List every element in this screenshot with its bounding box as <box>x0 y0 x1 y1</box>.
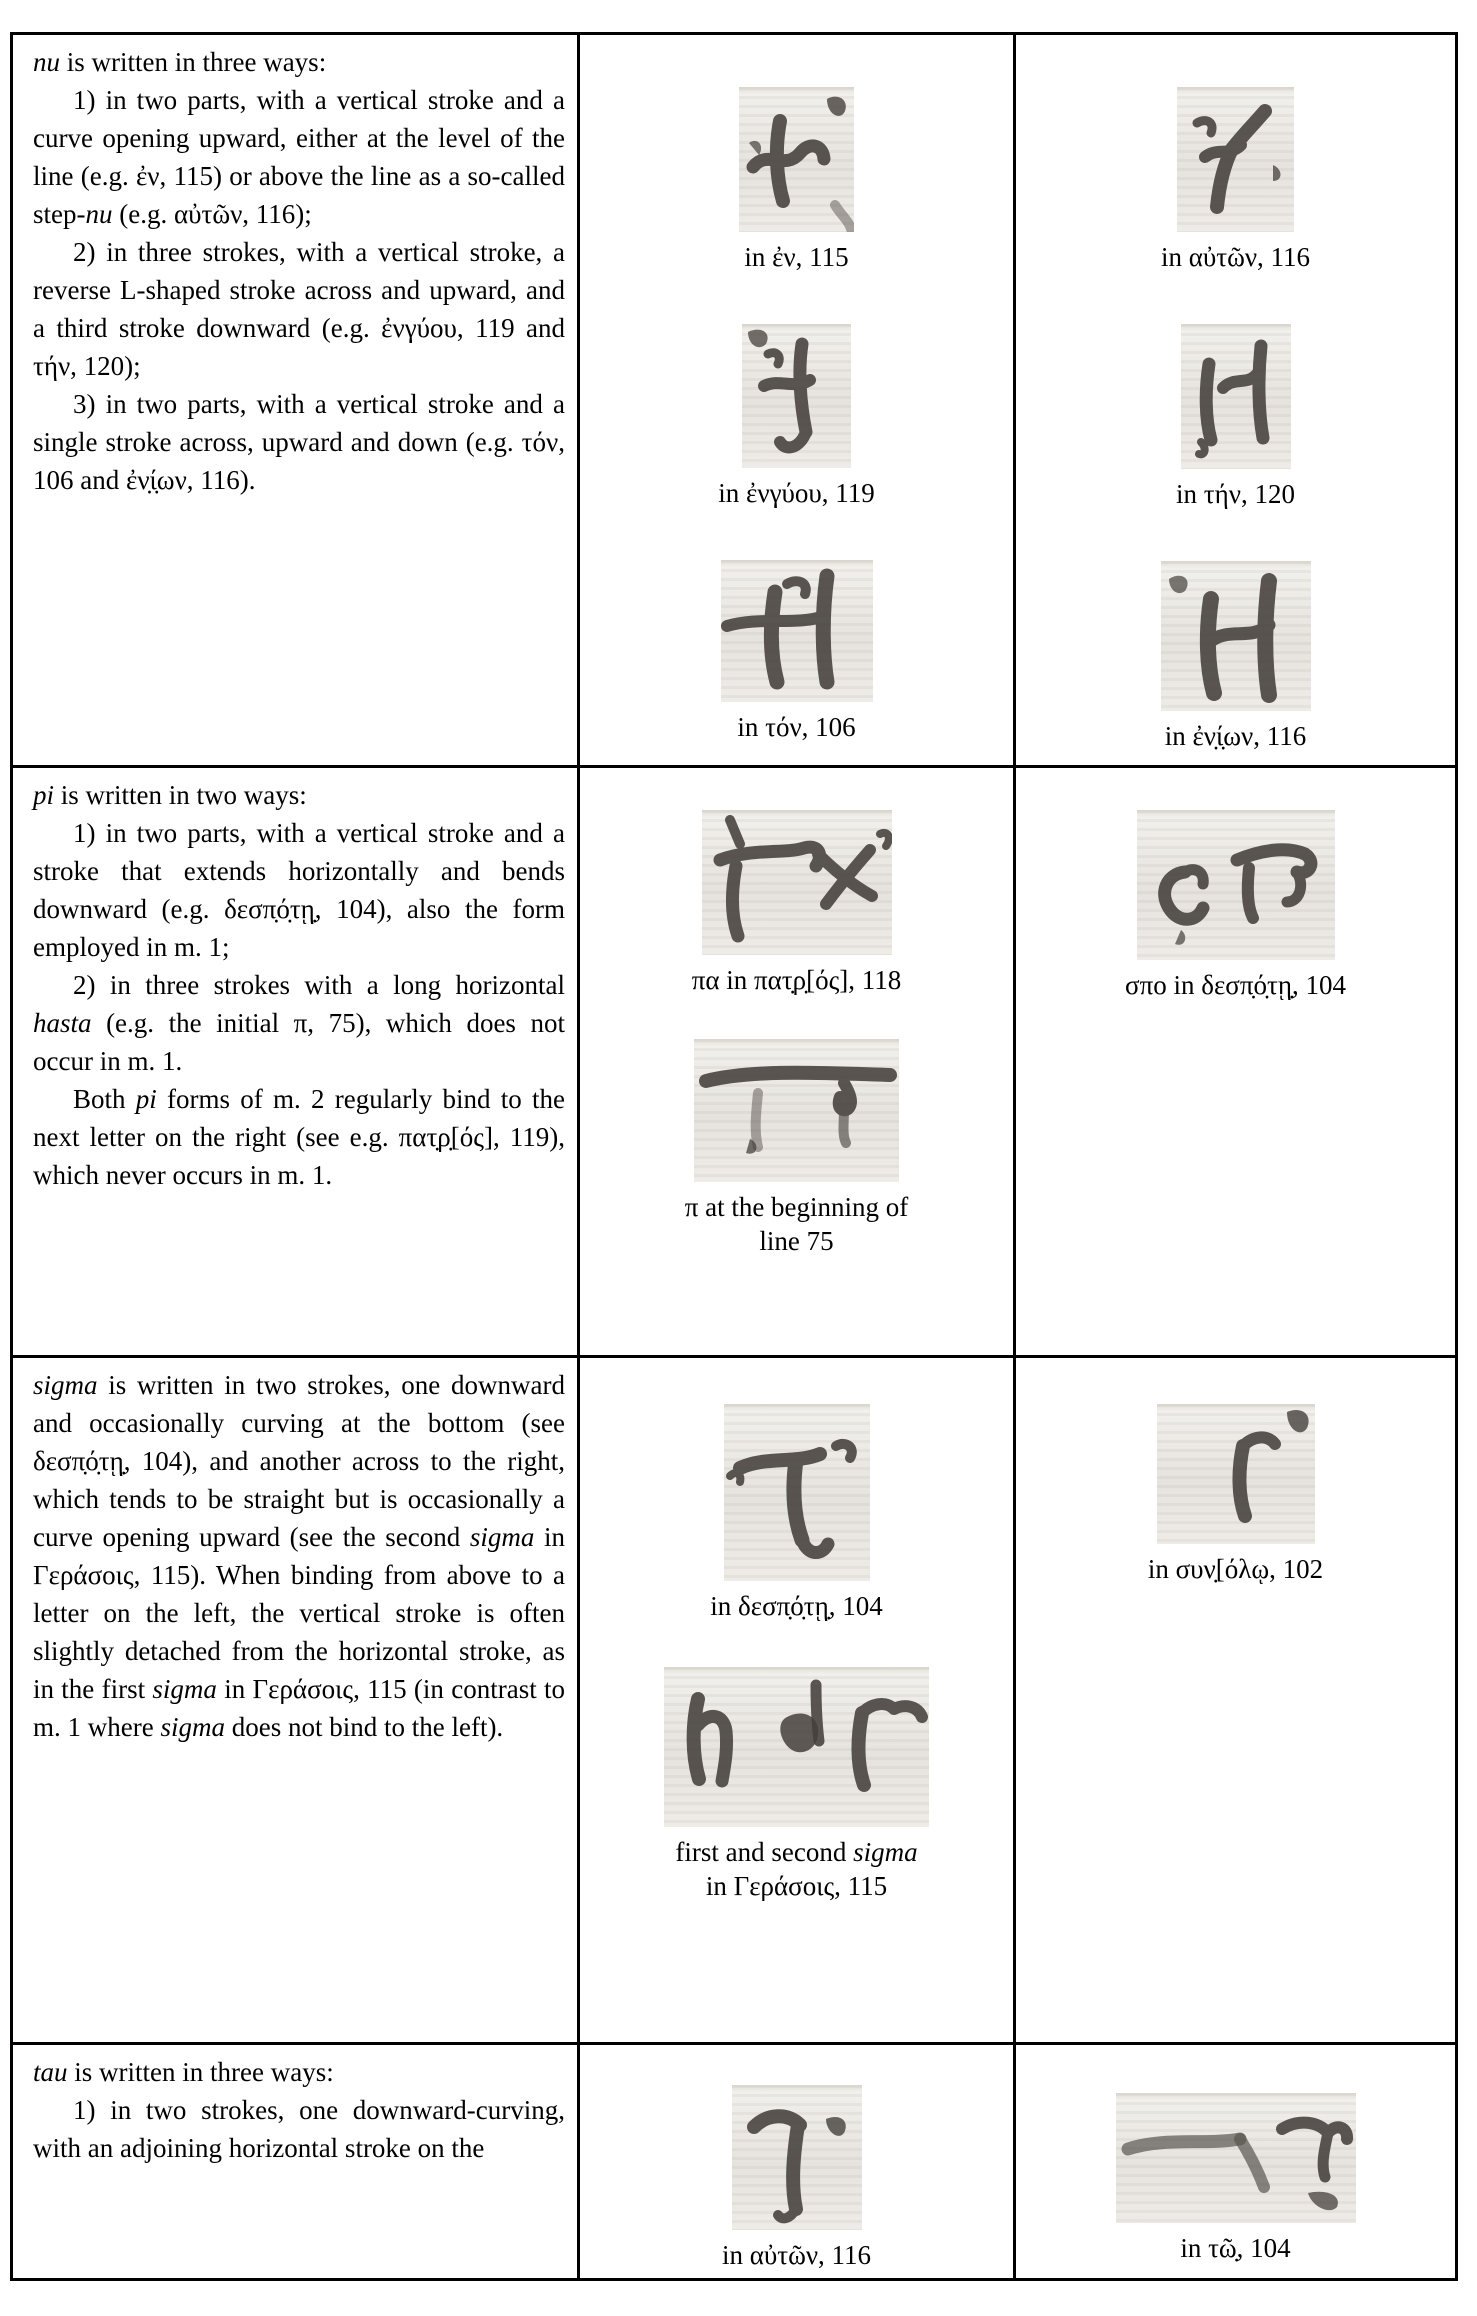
figures-cell-pi-right <box>1015 767 1457 1357</box>
figure <box>1161 561 1311 753</box>
paragraph: 1) in two parts, with a vertical stroke and a curve opening upward, either at the level of the line (e.g. ἐν, 115) or above the line as a so-called step-nu (e.g. αὐτῶν, 116); <box>33 85 565 229</box>
papyrus-ink <box>742 324 851 468</box>
papyrus-ink <box>1137 810 1335 960</box>
papyrus-ink <box>664 1667 929 1827</box>
table-row-tau <box>12 2044 1457 2280</box>
papyrus-sample-sigma-despote-104-image <box>724 1404 870 1581</box>
paragraph: nu is written in three ways: <box>33 47 327 77</box>
papyrus-ink <box>1177 87 1294 232</box>
description-cell-sigma <box>12 1357 579 2044</box>
figure <box>1125 810 1346 1002</box>
figure-caption: πα in πατ̣ρ̣[ός], 118 <box>691 965 902 995</box>
figure-caption: π at the beginning of line 75 <box>684 1192 909 1256</box>
figure-caption: first and second sigma in Γεράσοις, 115 <box>675 1837 918 1901</box>
figure-caption: in ἐν̣ί̣ων, 116 <box>1164 721 1307 751</box>
figure-column <box>580 768 1013 1258</box>
papyrus-sample-pa-patros-118-image <box>702 810 892 955</box>
figures-cell-nu-middle <box>579 34 1015 767</box>
papyrus-ink <box>702 810 892 955</box>
figure-caption: in τήν, 120 <box>1176 479 1295 509</box>
figure-column <box>580 2045 1013 2272</box>
papyrus-ink <box>1116 2093 1356 2223</box>
figure-caption: in ἐν, 115 <box>744 242 849 272</box>
figures-cell-pi-middle <box>579 767 1015 1357</box>
paragraph: tau is written in three ways: <box>33 2057 334 2087</box>
papyrus-sample-auton-116-image <box>1177 87 1294 232</box>
figures-cell-sigma-middle <box>579 1357 1015 2044</box>
paragraph: Both pi forms of m. 2 regularly bind to the next letter on the right (see e.g. πατ̣ρ̣[ός], 119), which never occurs in m. 1. <box>33 1084 565 1190</box>
figure-caption: in συν̣[όλῳ, 102 <box>1147 1554 1324 1584</box>
figure-caption: in δεσπ̣ό̣τῃ̣, 104 <box>710 1591 883 1621</box>
figures-cell-sigma-right <box>1015 1357 1457 2044</box>
paragraph: pi is written in two ways: <box>33 780 307 810</box>
description-text-tau <box>13 2045 577 2167</box>
figure-column <box>1016 2045 1455 2265</box>
table-row-pi <box>12 767 1457 1357</box>
figure <box>718 324 874 510</box>
papyrus-ink <box>721 560 873 702</box>
paleography-table <box>10 32 1458 2281</box>
papyrus-sample-enion-116-image <box>1161 561 1311 711</box>
papyrus-ink <box>694 1039 899 1182</box>
figure <box>739 87 854 274</box>
figures-cell-nu-right <box>1015 34 1457 767</box>
figures-cell-tau-middle <box>579 2044 1015 2280</box>
description-text-nu <box>13 35 577 499</box>
figure <box>692 810 902 997</box>
figure <box>1161 87 1310 274</box>
figure-caption: in τόν, 106 <box>737 712 856 742</box>
papyrus-ink <box>732 2085 862 2230</box>
figure-column <box>1016 768 1455 1002</box>
description-cell-pi <box>12 767 579 1357</box>
figure-column <box>1016 35 1455 753</box>
table-row-nu <box>12 34 1457 767</box>
figure-caption: σπο in δεσπ̣ό̣τῃ̣, 104 <box>1125 970 1346 1000</box>
figure-column <box>580 1358 1013 1903</box>
papyrus-sample-tau-auton-116-image <box>732 2085 862 2230</box>
paragraph: 1) in two strokes, one downward-curving, with an adjoining horizontal stroke on the <box>33 2095 565 2163</box>
description-text-sigma <box>13 1358 577 1746</box>
paragraph: 3) in two parts, with a vertical stroke and a single stroke across, upward and down (e.g. τόν, 106 and ἐν̣ί̣ων, 116). <box>33 389 565 495</box>
figure-caption: in ἐνγύου, 119 <box>718 478 875 508</box>
figure <box>664 1667 929 1903</box>
papyrus-sample-ten-120-image <box>1181 324 1291 469</box>
papyrus-sample-pi-line75-image <box>694 1039 899 1182</box>
figure-column <box>580 35 1013 744</box>
papyrus-sample-gerasois-115-image <box>664 1667 929 1827</box>
figure <box>1116 2093 1356 2265</box>
figure <box>710 1404 882 1623</box>
figure <box>685 1039 909 1258</box>
description-text-pi <box>13 768 577 1194</box>
papyrus-ink <box>724 1404 870 1581</box>
papyrus-sample-spo-despote-104-image <box>1137 810 1335 960</box>
papyrus-sample-synolo-102-image <box>1157 1404 1315 1544</box>
papyrus-sample-to-104-image <box>1116 2093 1356 2223</box>
table-row-sigma <box>12 1357 1457 2044</box>
paragraph: sigma is written in two strokes, one downward and occasionally curving at the bottom (see δεσπ̣ό̣τῃ̣, 104), and another across to the right, which tends to be straight but is occasionally a curve opening upward (see the second sigma in Γεράσοις, 115). When binding from above to a letter on the left, the vertical stroke is often slightly detached from the horizontal stroke, as in the first sigma in Γεράσοις, 115 (in contrast to m. 1 where sigma does not bind to the left). <box>33 1370 565 1742</box>
figure-caption: in τῶ̣, 104 <box>1180 2233 1291 2263</box>
paragraph: 2) in three strokes with a long horizontal hasta (e.g. the initial π, 75), which does not occur in m. 1. <box>33 970 565 1076</box>
papyrus-ink <box>1157 1404 1315 1544</box>
description-cell-nu <box>12 34 579 767</box>
figure <box>721 560 873 744</box>
papyrus-sample-engyou-119-image <box>742 324 851 468</box>
paragraph: 2) in three strokes, with a vertical stroke, a reverse L-shaped stroke across and upward, and a third stroke downward (e.g. ἐνγύου, 119 and τήν, 120); <box>33 237 565 381</box>
papyrus-sample-ton-106-image <box>721 560 873 702</box>
figure-column <box>1016 1358 1455 1586</box>
papyrus-ink <box>1161 561 1311 711</box>
figure <box>1176 324 1295 511</box>
figure-caption: in αὐτῶν, 116 <box>1160 242 1311 272</box>
papyrus-sample-en-115-image <box>739 87 854 232</box>
figures-cell-tau-right <box>1015 2044 1457 2280</box>
description-cell-tau <box>12 2044 579 2280</box>
papyrus-ink <box>1181 324 1291 469</box>
paragraph: 1) in two parts, with a vertical stroke and a stroke that extends horizontally and bends downward (e.g. δεσπ̣ό̣τῃ̣, 104), also the form employed in m. 1; <box>33 818 565 962</box>
figure <box>722 2085 871 2272</box>
papyrus-ink <box>739 87 854 232</box>
figure-caption: in αὐτῶν, 116 <box>721 2240 872 2270</box>
figure <box>1148 1404 1323 1586</box>
